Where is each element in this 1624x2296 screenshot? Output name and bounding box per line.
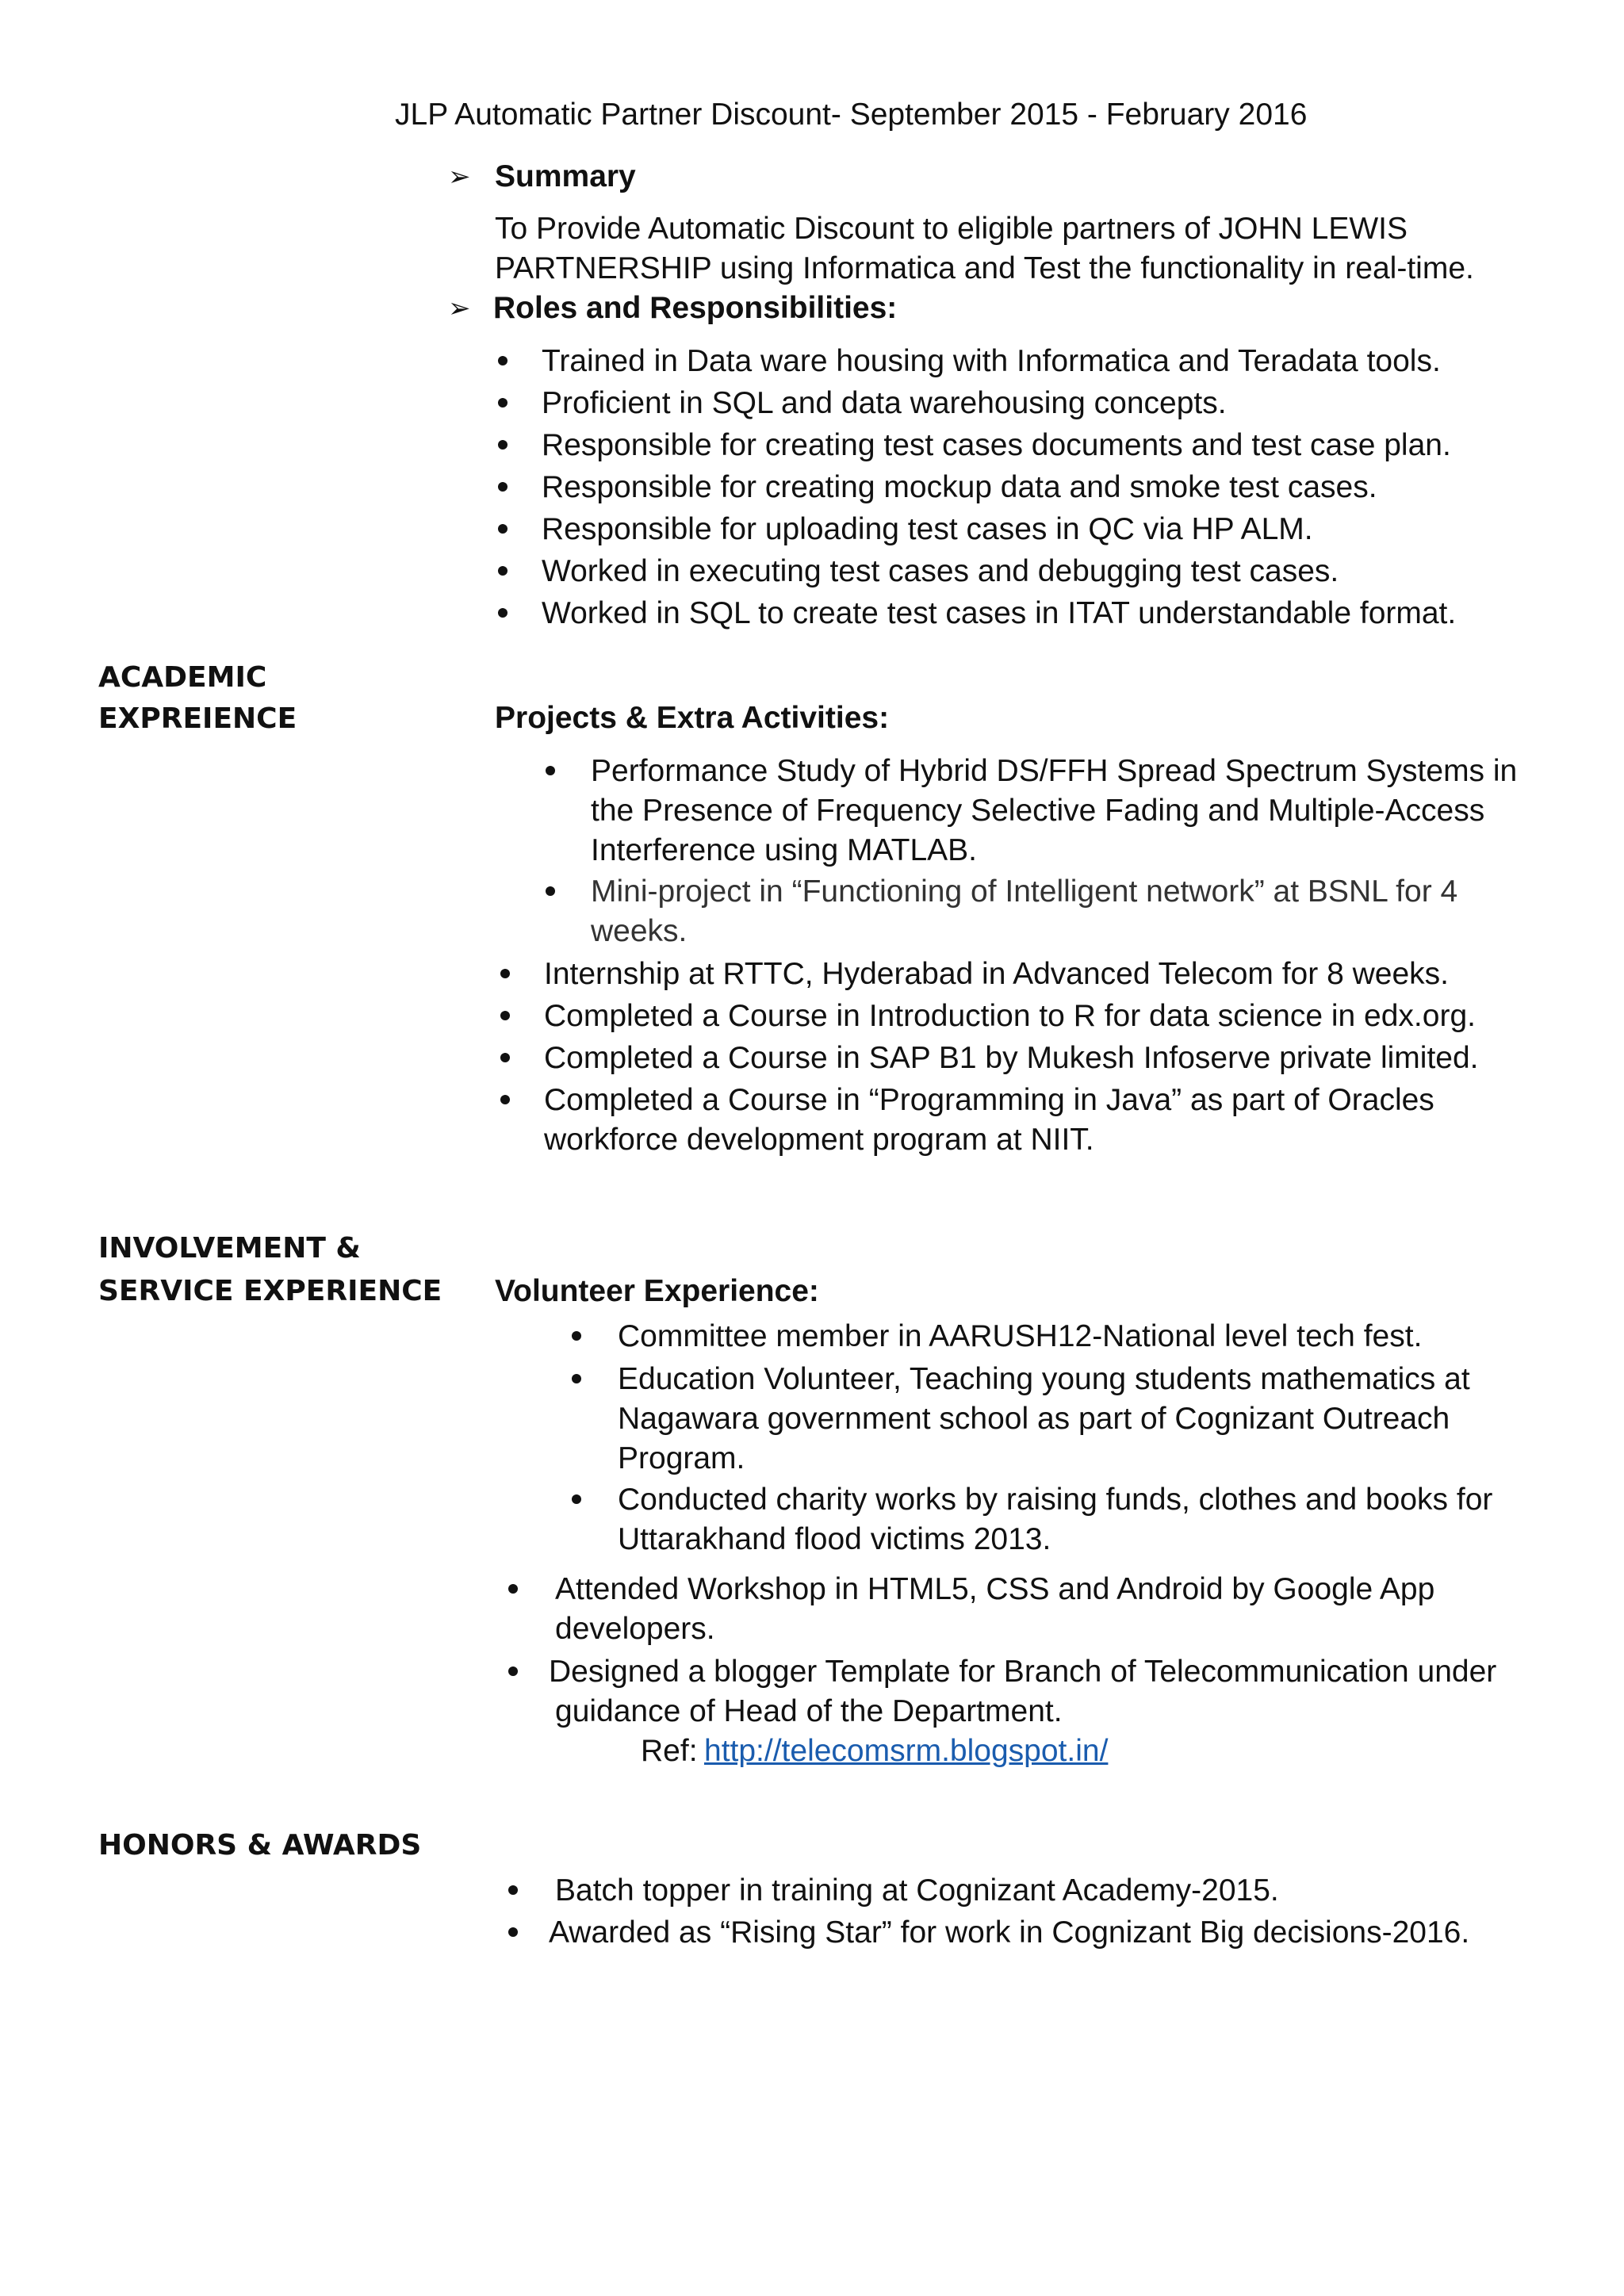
activity-item: Internship at RTTC, Hyderabad in Advanced Telecom for 8 weeks. (544, 957, 1449, 991)
bullet-icon (498, 524, 508, 534)
project-item: Interference using MATLAB. (591, 833, 978, 867)
bullet-icon (500, 1011, 510, 1020)
summary-heading: Summary (495, 159, 636, 193)
project-item: Performance Study of Hybrid DS/FFH Spread Spectrum Systems in (591, 754, 1518, 788)
section-label-involvement: INVOLVEMENT & (98, 1232, 361, 1265)
bullet-icon (498, 356, 508, 365)
volunteer-item: Committee member in AARUSH12-National level tech fest. (618, 1319, 1423, 1353)
roles-item: Responsible for creating test cases documents and test case plan. (542, 428, 1451, 462)
projects-heading: Projects & Extra Activities: (495, 701, 890, 735)
roles-heading: Roles and Responsibilities: (493, 291, 898, 325)
project-item: weeks. (591, 914, 688, 948)
arrow-bullet-icon: ➢ (448, 293, 471, 323)
section-label-academic: EXPREIENCE (98, 702, 297, 735)
volunteer-item: Education Volunteer, Teaching young students mathematics at (618, 1362, 1470, 1396)
involvement-item: guidance of Head of the Department. (555, 1694, 1063, 1728)
volunteer-item: Nagawara government school as part of Cognizant Outreach (618, 1402, 1450, 1436)
honors-item: Batch topper in training at Cognizant Academy-2015. (555, 1873, 1279, 1908)
involvement-item: developers. (555, 1612, 715, 1646)
roles-item: Responsible for creating mockup data and smoke test cases. (542, 470, 1377, 504)
roles-item: Trained in Data ware housing with Informatica and Teradata tools. (542, 344, 1441, 378)
bullet-icon (498, 440, 508, 450)
activity-item: workforce development program at NIIT. (544, 1123, 1094, 1157)
section-label-academic: ACADEMIC (98, 661, 267, 694)
bullet-icon (508, 1584, 518, 1594)
bullet-icon (508, 1927, 518, 1937)
summary-line: To Provide Automatic Discount to eligible partners of JOHN LEWIS (495, 212, 1408, 246)
roles-item: Worked in executing test cases and debugging test cases. (542, 554, 1339, 588)
section-label-involvement: SERVICE EXPERIENCE (98, 1275, 442, 1307)
bullet-icon (508, 1885, 518, 1895)
activity-item: Completed a Course in SAP B1 by Mukesh Infoserve private limited. (544, 1041, 1479, 1075)
volunteer-item: Program. (618, 1441, 745, 1475)
bullet-icon (546, 766, 555, 775)
activity-item: Completed a Course in Introduction to R for data science in edx.org. (544, 999, 1476, 1033)
arrow-bullet-icon: ➢ (448, 162, 471, 192)
involvement-item: Designed a blogger Template for Branch of Telecommunication under (549, 1655, 1497, 1689)
bullet-icon (546, 886, 555, 896)
roles-item: Responsible for uploading test cases in QC via HP ALM. (542, 512, 1313, 546)
bullet-icon (572, 1494, 581, 1504)
bullet-icon (500, 969, 510, 978)
bullet-icon (572, 1374, 581, 1383)
project-item: the Presence of Frequency Selective Fading and Multiple-Access (591, 794, 1485, 828)
volunteer-item: Uttarakhand flood victims 2013. (618, 1522, 1051, 1556)
roles-item: Worked in SQL to create test cases in ITAT understandable format. (542, 596, 1457, 630)
bullet-icon (498, 566, 508, 576)
volunteer-item: Conducted charity works by raising funds, clothes and books for (618, 1483, 1493, 1517)
summary-line: PARTNERSHIP using Informatica and Test the functionality in real-time. (495, 251, 1474, 285)
bullet-icon (498, 482, 508, 492)
bullet-icon (572, 1331, 581, 1341)
project-item: Mini-project in “Functioning of Intelligent network” at BSNL for 4 (591, 874, 1458, 909)
volunteer-heading: Volunteer Experience: (495, 1274, 819, 1308)
activity-item: Completed a Course in “Programming in Java” as part of Oracles (544, 1083, 1434, 1117)
bullet-icon (500, 1095, 510, 1104)
bullet-icon (498, 608, 508, 618)
ref-label: Ref: (641, 1734, 698, 1768)
honors-item: Awarded as “Rising Star” for work in Cognizant Big decisions-2016. (549, 1915, 1470, 1950)
involvement-item: Attended Workshop in HTML5, CSS and Android by Google App (555, 1572, 1435, 1606)
bullet-icon (498, 398, 508, 408)
bullet-icon (508, 1667, 518, 1676)
section-label-honors: HONORS & AWARDS (98, 1829, 422, 1862)
blog-link[interactable]: http://telecomsrm.blogspot.in/ (704, 1734, 1109, 1768)
project-title: JLP Automatic Partner Discount- September 2015 - February 2016 (395, 98, 1308, 132)
roles-item: Proficient in SQL and data warehousing concepts. (542, 386, 1227, 420)
bullet-icon (500, 1053, 510, 1062)
